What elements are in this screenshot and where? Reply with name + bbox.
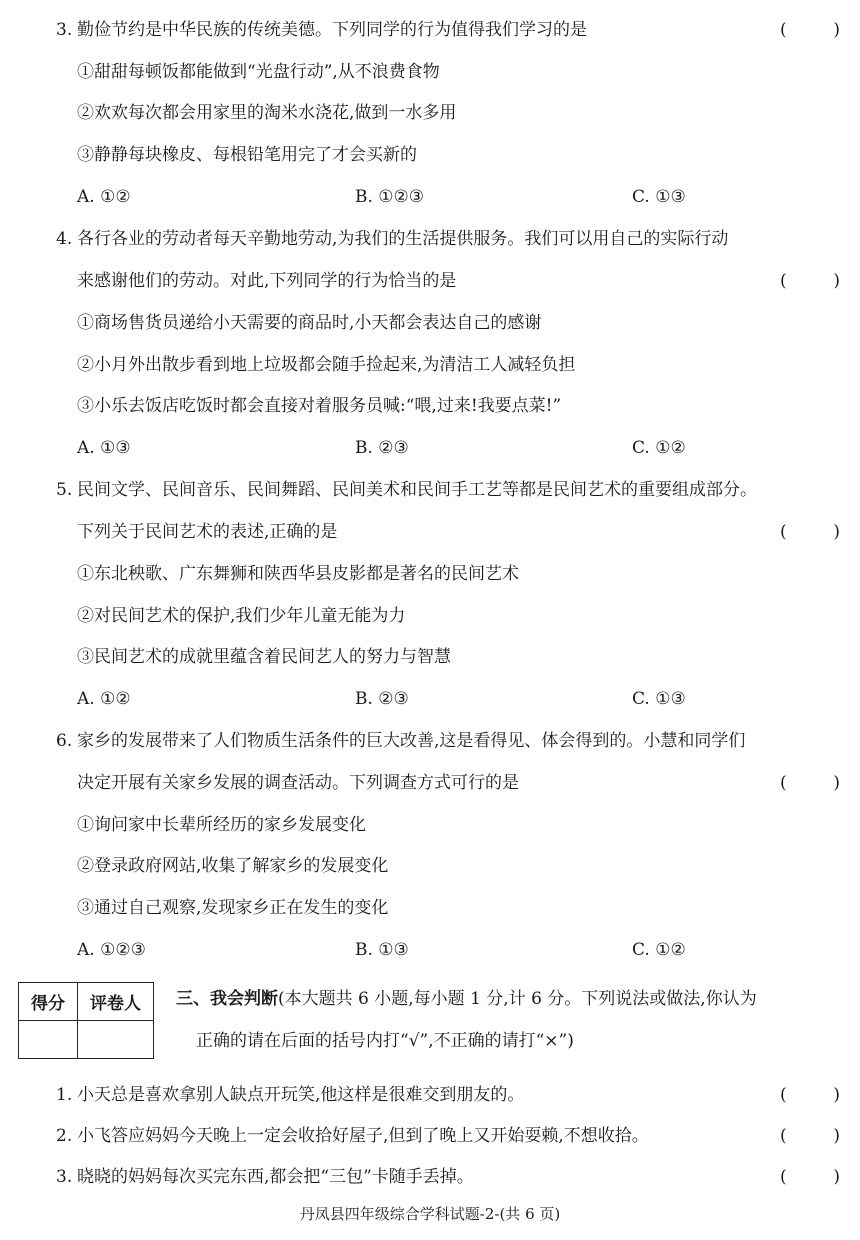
choice-b: B. ①②③ bbox=[355, 187, 425, 207]
choice-b: B. ②③ bbox=[355, 438, 409, 458]
score-header: 得分 bbox=[19, 983, 78, 1021]
question-number: 1. bbox=[56, 1085, 73, 1105]
answer-bracket[interactable]: ( ) bbox=[780, 20, 840, 40]
section-heading bbox=[176, 987, 757, 1011]
answer-bracket[interactable]: ( ) bbox=[780, 1085, 840, 1105]
question-stem-cont: 下列关于民间艺术的表述,正确的是 bbox=[77, 522, 338, 542]
choice-a: A. ①③ bbox=[77, 438, 131, 458]
choice-c: C. ①② bbox=[632, 438, 686, 458]
choice-b: B. ①③ bbox=[355, 940, 409, 960]
score-table bbox=[18, 982, 154, 1059]
page-footer: 丹凤县四年级综合学科试题-2-(共 6 页) bbox=[299, 1205, 561, 1223]
section-desc: (本大题共 6 小题,每小题 1 分,计 6 分。下列说法或做法,你认为 bbox=[278, 989, 757, 1009]
question-number: 5. bbox=[56, 480, 73, 500]
question-number: 6. bbox=[56, 731, 73, 751]
choice-a: A. ①②③ bbox=[77, 940, 146, 960]
option-item: ③小乐去饭店吃饭时都会直接对着服务员喊:“喂,过来!我要点菜!” bbox=[77, 396, 562, 416]
answer-bracket[interactable]: ( ) bbox=[780, 1126, 840, 1146]
question-stem: 小飞答应妈妈今天晚上一定会收拾好屋子,但到了晚上又开始耍赖,不想收拾。 bbox=[77, 1126, 649, 1146]
grader-header: 评卷人 bbox=[78, 983, 154, 1021]
option-item: ①东北秧歌、广东舞狮和陕西华县皮影都是著名的民间艺术 bbox=[77, 564, 519, 584]
grader-cell[interactable] bbox=[78, 1021, 154, 1059]
answer-bracket[interactable]: ( ) bbox=[780, 1167, 840, 1187]
question-number: 3. bbox=[56, 1167, 73, 1187]
choice-a: A. ①② bbox=[77, 187, 131, 207]
option-item: ③通过自己观察,发现家乡正在发生的变化 bbox=[77, 898, 389, 918]
question-stem: 各行各业的劳动者每天辛勤地劳动,为我们的生活提供服务。我们可以用自己的实际行动 bbox=[77, 229, 729, 249]
answer-bracket[interactable]: ( ) bbox=[780, 271, 840, 291]
choice-b: B. ②③ bbox=[355, 689, 409, 709]
option-item: ③民间艺术的成就里蕴含着民间艺人的努力与智慧 bbox=[77, 647, 451, 667]
answer-bracket[interactable]: ( ) bbox=[780, 773, 840, 793]
option-item: ①甜甜每顿饭都能做到“光盘行动”,从不浪费食物 bbox=[77, 62, 440, 82]
question-stem-cont: 来感谢他们的劳动。对此,下列同学的行为恰当的是 bbox=[77, 271, 457, 291]
option-item: ②对民间艺术的保护,我们少年儿童无能为力 bbox=[77, 606, 406, 626]
question-number: 4. bbox=[56, 229, 73, 249]
question-stem: 小天总是喜欢拿别人缺点开玩笑,他这样是很难交到朋友的。 bbox=[77, 1085, 525, 1105]
question-stem: 家乡的发展带来了人们物质生活条件的巨大改善,这是看得见、体会得到的。小慧和同学们 bbox=[77, 731, 746, 751]
option-item: ③静静每块橡皮、每根铅笔用完了才会买新的 bbox=[77, 145, 417, 165]
answer-bracket[interactable]: ( ) bbox=[780, 522, 840, 542]
choice-c: C. ①③ bbox=[632, 689, 686, 709]
option-item: ①商场售货员递给小天需要的商品时,小天都会表达自己的感谢 bbox=[77, 313, 542, 333]
choice-c: C. ①② bbox=[632, 940, 686, 960]
question-stem: 晓晓的妈妈每次买完东西,都会把“三包”卡随手丢掉。 bbox=[77, 1167, 474, 1187]
question-stem: 勤俭节约是中华民族的传统美德。下列同学的行为值得我们学习的是 bbox=[77, 20, 587, 40]
option-item: ①询问家中长辈所经历的家乡发展变化 bbox=[77, 815, 366, 835]
question-stem-cont: 决定开展有关家乡发展的调查活动。下列调查方式可行的是 bbox=[77, 773, 519, 793]
question-number: 3. bbox=[56, 20, 73, 40]
question-stem: 民间文学、民间音乐、民间舞蹈、民间美术和民间手工艺等都是民间艺术的重要组成部分。 bbox=[77, 480, 757, 500]
choice-a: A. ①② bbox=[77, 689, 131, 709]
choice-c: C. ①③ bbox=[632, 187, 686, 207]
score-cell[interactable] bbox=[19, 1021, 78, 1059]
option-item: ②登录政府网站,收集了解家乡的发展变化 bbox=[77, 856, 389, 876]
section-title: 三、我会判断 bbox=[176, 989, 278, 1009]
option-item: ②小月外出散步看到地上垃圾都会随手捡起来,为清洁工人减轻负担 bbox=[77, 355, 576, 375]
question-number: 2. bbox=[56, 1126, 73, 1146]
section-desc-cont: 正确的请在后面的括号内打“√”,不正确的请打“×”) bbox=[196, 1031, 574, 1051]
option-item: ②欢欢每次都会用家里的淘米水浇花,做到一水多用 bbox=[77, 103, 457, 123]
